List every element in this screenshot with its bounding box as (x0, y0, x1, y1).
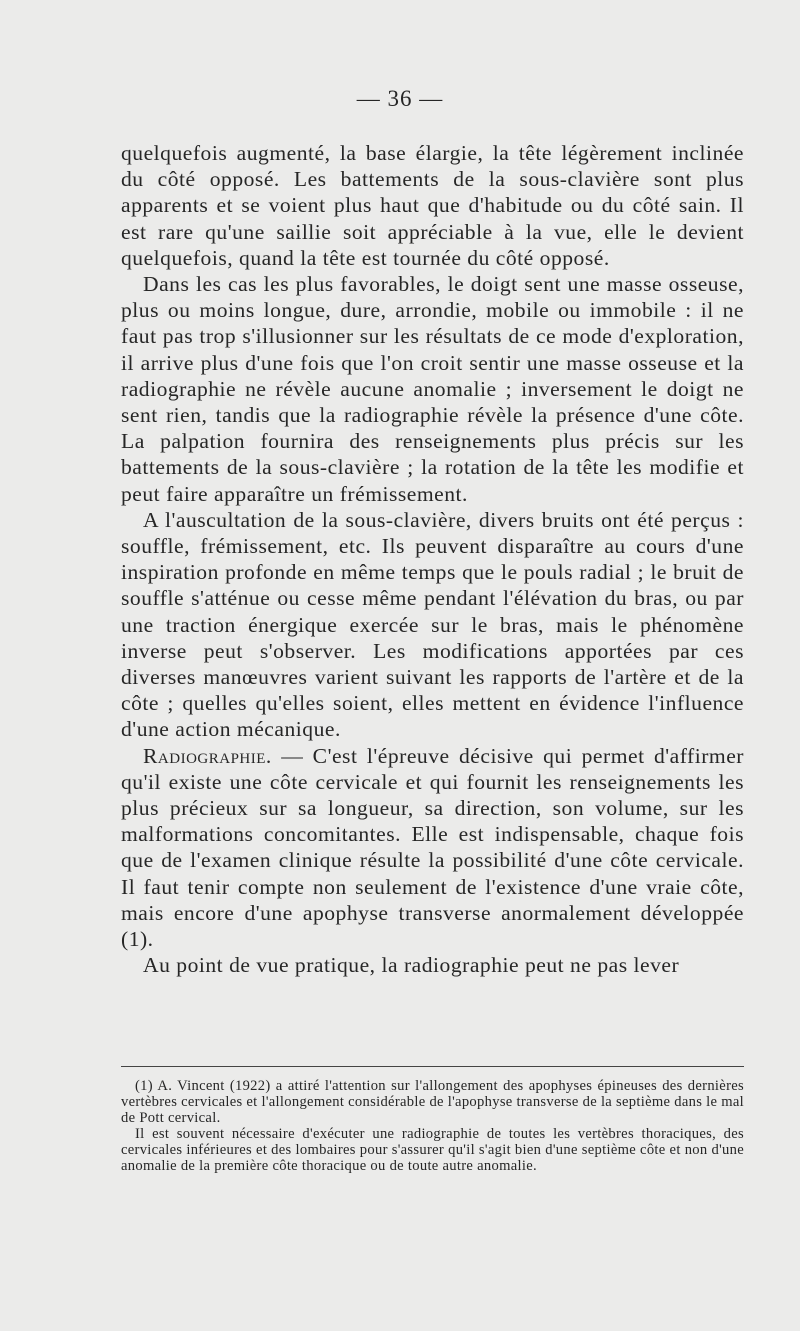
radiographie-text: — C'est l'épreuve décisive qui permet d'affirmer qu'il existe une côte cervicale et qui fournit les renseignements les plus précieux sur sa longueur, sa direction, son volume, sur les malformations concomitantes. Elle est indispensable, chaque fois que de l'examen clinique résulte la possibilité d'une côte cervicale. Il faut tenir compte non seulement de l'existence d'une vraie côte, mais encore d'une apophyse transverse anormalement développée (1). (121, 743, 744, 952)
page-number: — 36 — (356, 86, 444, 111)
main-text (121, 140, 744, 979)
paragraph-palpation: Dans les cas les plus favorables, le doigt sent une masse osseuse, plus ou moins longue, dure, arrondie, mobile ou immobile : il ne faut pas trop s'illusionner sur les résultats de ce mode d'exploration, il arrive plus d'une fois que l'on croit sentir une masse osseuse et la radiographie ne révèle aucune anomalie ; inversement le doigt ne sent rien, tandis que la radiographie révèle la présence d'une côte. La palpation fournira des renseignements plus précis sur les battements de la sous-clavière ; la rotation de la tête les modifie et peut faire apparaître un frémissement. (121, 272, 744, 506)
paragraph-auscultation: A l'auscultation de la sous-clavière, divers bruits ont été perçus : souffle, frémissement, etc. Ils peuvent disparaître au cours d'une inspiration profonde en même temps que le pouls radial ; le bruit de souffle s'atténue ou cesse même pendant l'élévation du bras, ou par une traction énergique exercée sur le bras, mais le phénomène inverse peut s'observer. Les modifications apportées par ces diverses manœuvres varient suivant les rapports de l'artère et de la côte ; quelles qu'elles soient, elles mettent en évidence l'influence d'une action mécanique. (121, 507, 744, 742)
footnote-1: (1) A. Vincent (1922) a attiré l'attention sur l'allongement des apophyses épineuses des dernières vertèbres cervicales et l'allongement considérable de l'apophyse transverse de la septième dans le mal de Pott cervical. (121, 1078, 745, 1126)
section-heading-radiographie: Radiographie. (143, 743, 272, 768)
footnote-1-continued: Il est souvent nécessaire d'exécuter une radiographie de toutes les vertèbres thoraciques, des cervicales inférieures et des lombaires pour s'assurer qu'il s'agit bien d'une septième côte et non d'une anomalie de la première côte thoracique ou de toute autre anomalie. (121, 1126, 744, 1174)
paragraph-last-line: Au point de vue pratique, la radiographie peut ne pas lever (143, 953, 680, 978)
paragraph-radiographie (121, 743, 744, 953)
paragraph-continuation: quelquefois augmenté, la base élargie, la tête légèrement inclinée du côté opposé. Les battements de la sous-clavière sont plus apparents et se voient plus haut que d'habitude ou du côté sain. Il est rare qu'une saillie soit appréciable à la vue, elle le devient quelquefois, quand la tête est tournée du côté opposé. (121, 141, 744, 270)
footnote-separator (121, 1066, 744, 1067)
footnotes (121, 1078, 744, 1174)
